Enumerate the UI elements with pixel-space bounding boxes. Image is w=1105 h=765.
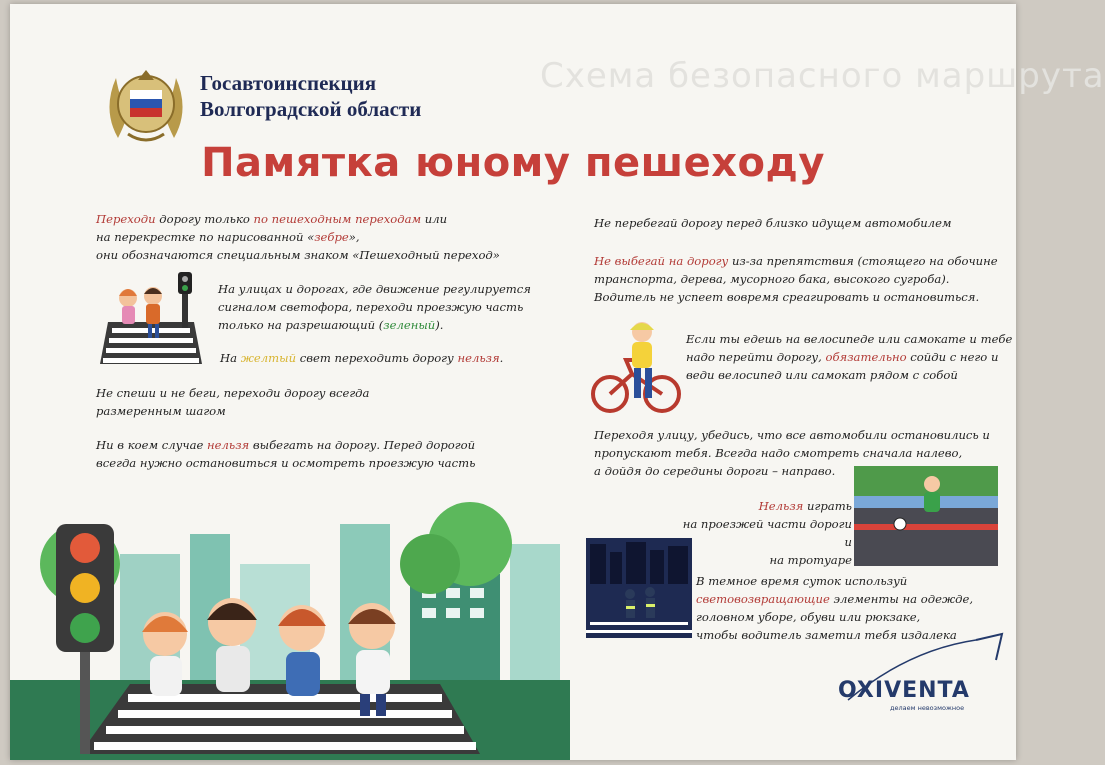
rule-bicycle: Если ты едешь на велосипеде или самокате и тебе надо перейти дорогу, обязательно сойди с него и веди велосипед или самокат рядом с собой <box>686 332 1013 382</box>
city-crossing-illustration <box>10 504 570 760</box>
rule-reflectors: В темное время суток используй световозвращающие элементы на одежде, головном уборе, обуви или рюкзаке, чтобы водитель заметил тебя издалека <box>696 574 974 642</box>
night-reflectors-illustration <box>586 538 692 638</box>
rule-crosswalk: Переходи дорогу только по пешеходным переходам или на перекрестке по нарисованной «зебре», они обозначаются специальным знаком «Пешеходный переход» <box>96 212 500 262</box>
crosswalk-kids-illustration <box>98 270 204 366</box>
rule-check-cars: Переходя улицу, убедись, что все автомобили остановились и пропускают тебя. Всегда надо смотреть сначала налево, а дойдя до середины дороги – направо. <box>594 428 990 478</box>
brand-name: OXIVENTA <box>838 678 970 703</box>
rule-yellow-light: На желтый свет переходить дорогу нельзя. <box>220 351 504 365</box>
organization-name <box>200 70 421 122</box>
playing-on-road-illustration <box>854 466 998 566</box>
rule-dont-run-out: Ни в коем случае нельзя выбегать на дорогу. Перед дорогой всегда нужно остановиться и осмотреть проезжую часть <box>96 438 476 470</box>
page-title: Памятка юному пешеходу <box>201 140 825 186</box>
rule-no-playing: Нельзя играть на проезжей части дороги и на тротуаре <box>682 499 852 567</box>
rule-dont-run-before-car: Не перебегай дорогу перед близко идущем автомобилем <box>594 216 952 230</box>
leaflet-page <box>10 4 1105 760</box>
traffic-police-emblem-icon <box>98 60 194 150</box>
rule-traffic-light: На улицах и дорогах, где движение регулируется сигналом светофора, переходи проезжую часть только на разрешающий (зеленый). <box>218 282 531 332</box>
boy-with-bicycle-illustration <box>590 316 682 414</box>
org-line-1: Госавтоинспекция <box>200 71 377 95</box>
brand-tagline: делаем невозможное <box>890 704 965 712</box>
rule-dont-hurry: Не спеши и не беги, переходи дорогу всегда размеренным шагом <box>96 386 370 418</box>
background-bleed-title: Схема безопасного маршрута <box>540 56 1105 96</box>
org-line-2: Волгоградской области <box>200 97 422 121</box>
rule-obstacle: Не выбегай на дорогу из-за препятствия (стоящего на обочине транспорта, дерева, мусорного бака, высокого сугроба). Водитель не успеет вовремя среагировать и остановиться. <box>594 254 998 304</box>
